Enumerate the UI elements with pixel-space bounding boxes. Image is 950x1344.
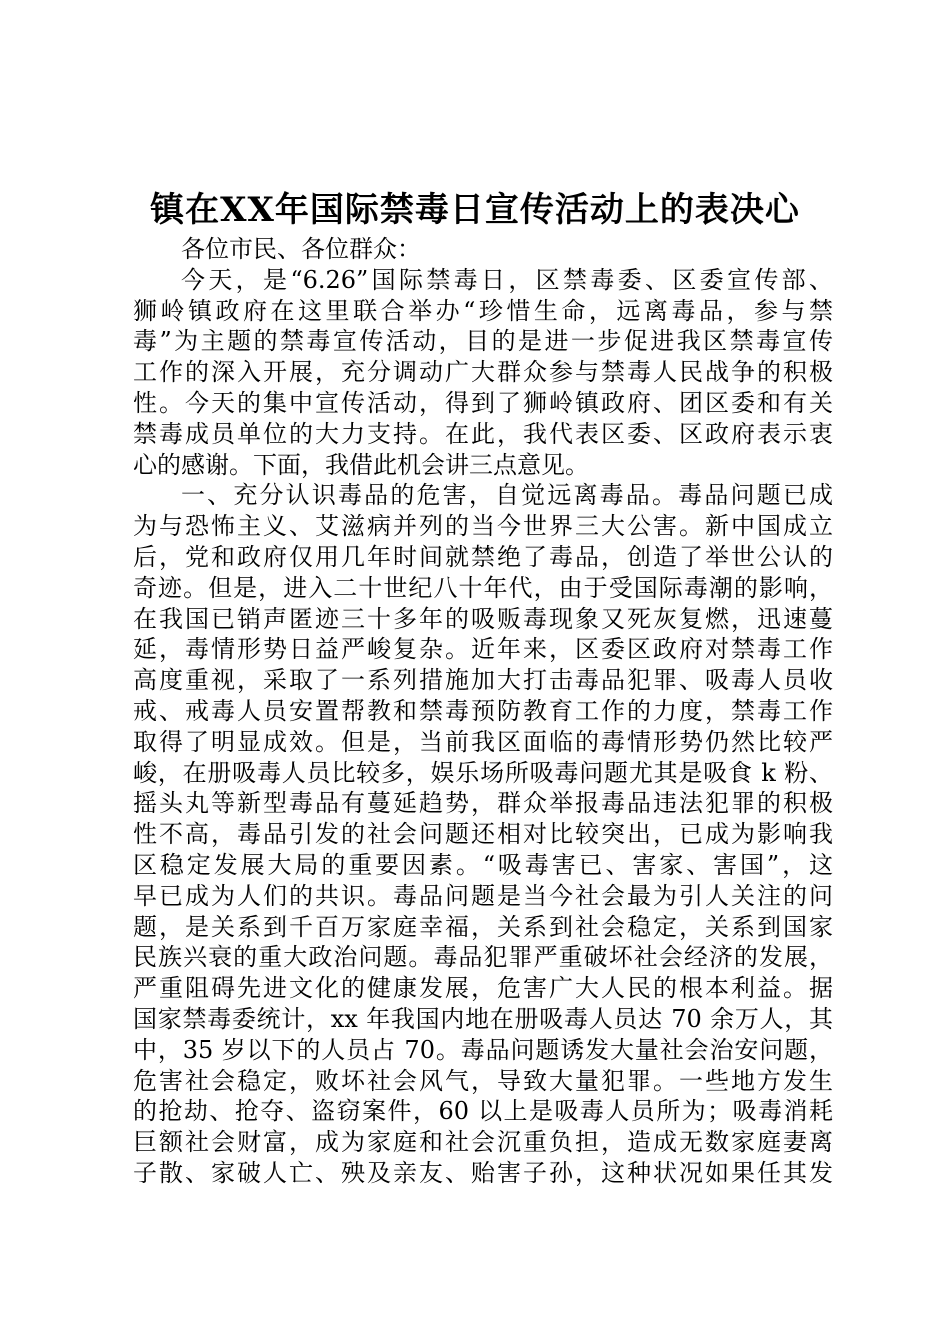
paragraph-line: 早已成为人们的共识。毒品问题是当今社会最为引人关注的问 bbox=[133, 881, 833, 910]
paragraph-line: 狮岭镇政府在这里联合举办“珍惜生命，远离毒品，参与禁 bbox=[133, 296, 833, 325]
paragraph-line: 毒”为主题的禁毒宣传活动，目的是进一步促进我区禁毒宣传 bbox=[133, 327, 833, 356]
paragraph-line: 后，党和政府仅用几年时间就禁绝了毒品，创造了举世公认的 bbox=[133, 542, 833, 571]
document-body bbox=[133, 234, 833, 1189]
paragraph-line: 在我国已销声匿迹三十多年的吸贩毒现象又死灰复燃，迅速蔓 bbox=[133, 604, 833, 633]
paragraph-line: 峻，在册吸毒人员比较多，娱乐场所吸毒问题尤其是吸食 k 粉、 bbox=[133, 758, 833, 787]
paragraph-line: 性不高，毒品引发的社会问题还相对比较突出，已成为影响我 bbox=[133, 820, 833, 849]
paragraph-line: 工作的深入开展，充分调动广大群众参与禁毒人民战争的积极 bbox=[133, 358, 833, 387]
paragraph-line: 奇迹。但是，进入二十世纪八十年代，由于受国际毒潮的影响， bbox=[133, 573, 833, 602]
paragraph-line: 禁毒成员单位的大力支持。在此，我代表区委、区政府表示衷 bbox=[133, 419, 833, 448]
paragraph-line: 国家禁毒委统计，xx 年我国内地在册吸毒人员达 70 余万人，其 bbox=[133, 1004, 833, 1033]
paragraph-line: 摇头丸等新型毒品有蔓延趋势，群众举报毒品违法犯罪的积极 bbox=[133, 789, 833, 818]
paragraph-line: 高度重视，采取了一系列措施加大打击毒品犯罪、吸毒人员收 bbox=[133, 666, 833, 695]
salutation-line: 各位市民、各位群众： bbox=[181, 235, 421, 263]
paragraph-line: 性。今天的集中宣传活动，得到了狮岭镇政府、团区委和有关 bbox=[133, 388, 833, 417]
paragraph-line: 巨额社会财富，成为家庭和社会沉重负担，造成无数家庭妻离 bbox=[133, 1128, 833, 1157]
paragraph-line: 危害社会稳定，败坏社会风气，导致大量犯罪。一些地方发生 bbox=[133, 1066, 833, 1095]
paragraph-line: 子散、家破人亡、殃及亲友、贻害子孙，这种状况如果任其发 bbox=[133, 1158, 833, 1187]
paragraph-line: 中，35 岁以下的人员占 70。毒品问题诱发大量社会治安问题， bbox=[133, 1035, 833, 1064]
paragraph-line: 严重阻碍先进文化的健康发展，危害广大人民的根本利益。据 bbox=[133, 974, 833, 1003]
paragraph-line: 取得了明显成效。但是，当前我区面临的毒情形势仍然比较严 bbox=[133, 727, 833, 756]
paragraph-line: 的抢劫、抢夺、盗窃案件，60 以上是吸毒人员所为；吸毒消耗 bbox=[133, 1097, 833, 1126]
paragraph-line: 区稳定发展大局的重要因素。“吸毒害已、害家、害国”，这 bbox=[133, 850, 833, 879]
paragraph-line: 延，毒情形势日益严峻复杂。近年来，区委区政府对禁毒工作 bbox=[133, 635, 833, 664]
paragraph-line: 戒、戒毒人员安置帮教和禁毒预防教育工作的力度，禁毒工作 bbox=[133, 696, 833, 725]
paragraph-line: 题，是关系到千百万家庭幸福，关系到社会稳定，关系到国家 bbox=[133, 912, 833, 941]
paragraph-line: 民族兴衰的重大政治问题。毒品犯罪严重破坏社会经济的发展， bbox=[133, 943, 833, 972]
paragraph-line: 心的感谢。下面，我借此机会讲三点意见。 bbox=[133, 450, 589, 479]
document-title: 镇在XX年国际禁毒日宣传活动上的表决心 bbox=[150, 190, 800, 230]
paragraph-line: 为与恐怖主义、艾滋病并列的当今世界三大公害。新中国成立 bbox=[133, 512, 833, 541]
paragraph-line: 一、充分认识毒品的危害，自觉远离毒品。毒品问题已成 bbox=[181, 481, 833, 510]
paragraph-line: 今天，是“6.26”国际禁毒日，区禁毒委、区委宣传部、 bbox=[181, 265, 833, 294]
